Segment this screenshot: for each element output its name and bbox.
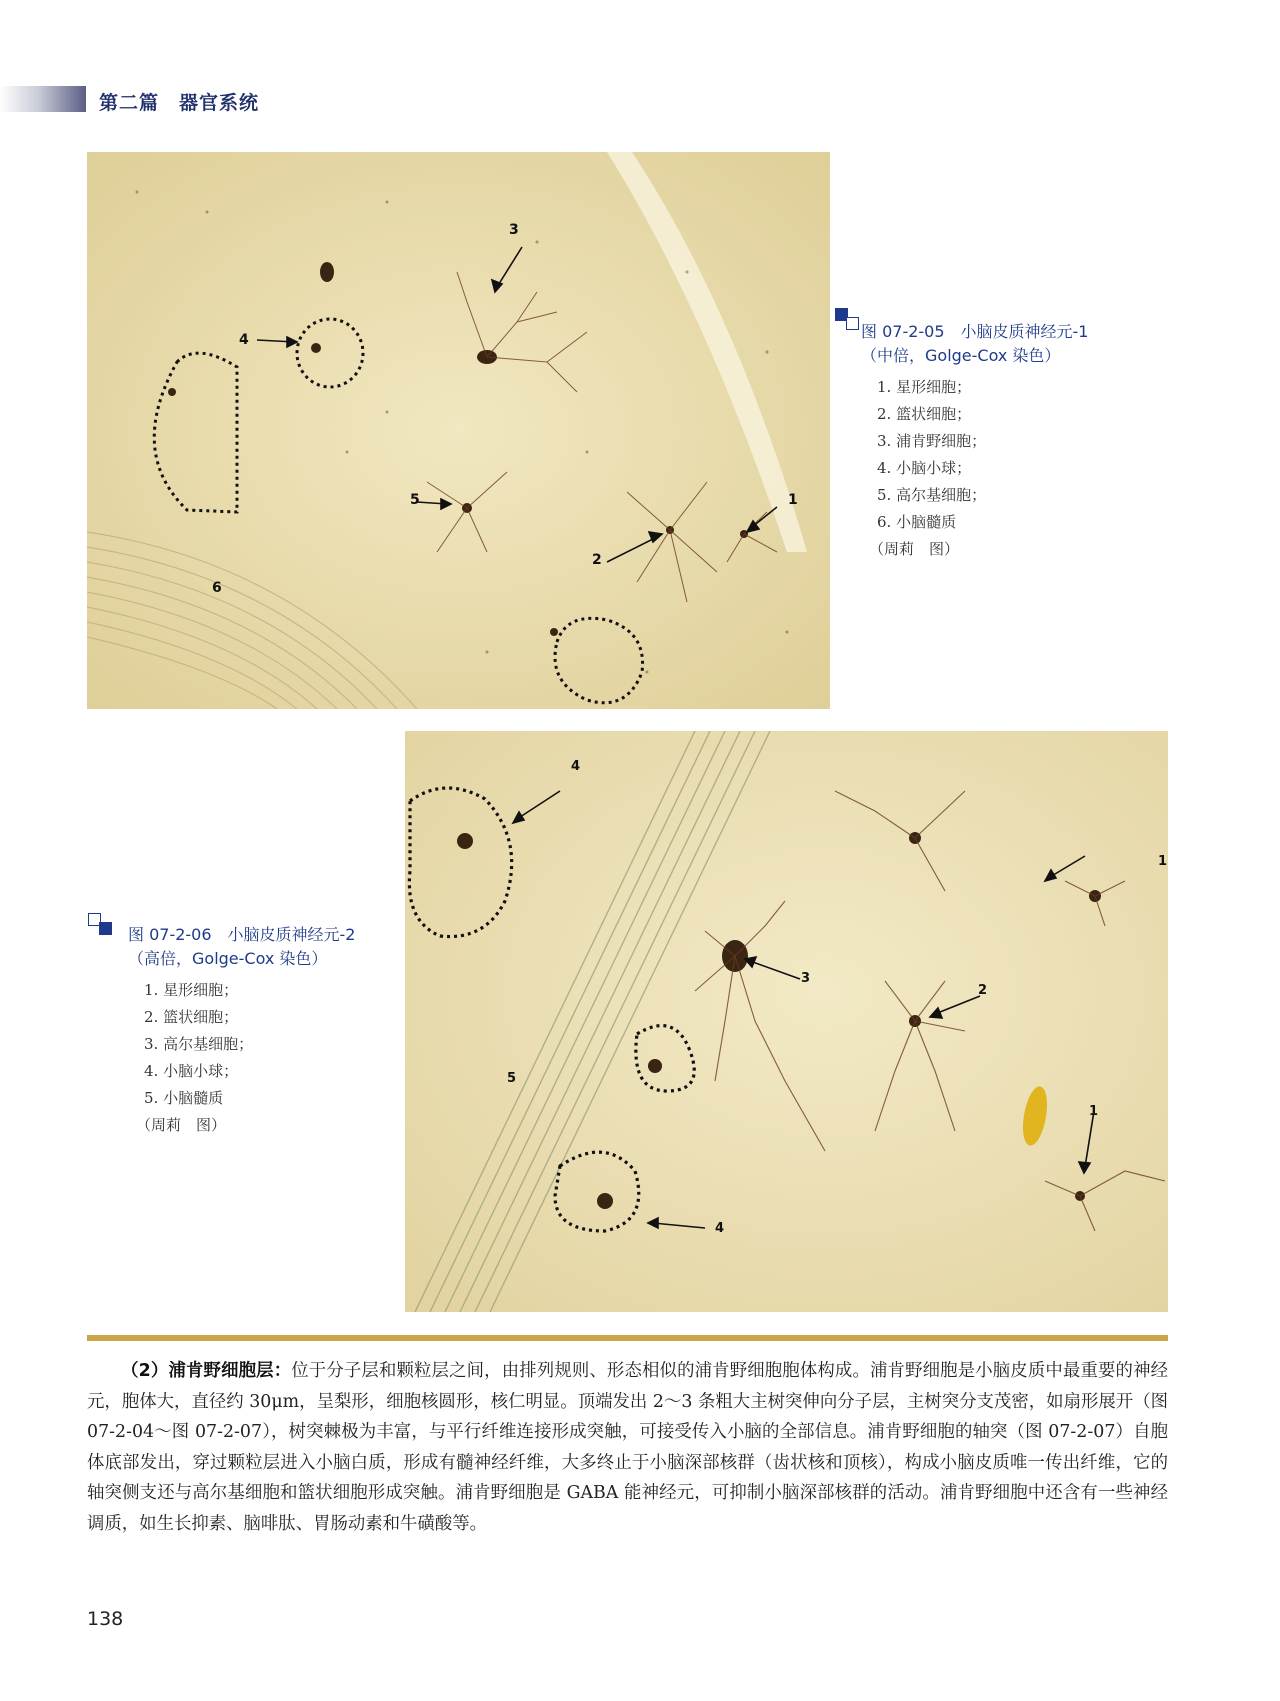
- caption-marker-icon: [835, 308, 863, 330]
- fig1-label-1: 1: [788, 492, 798, 508]
- legend-item: 1. 星形细胞；: [144, 981, 239, 999]
- fig2-label-4-bottom: 4: [715, 1221, 725, 1236]
- figure-1-credit: （周莉 图）: [869, 540, 960, 558]
- legend-item: 5. 高尔基细胞；: [877, 486, 987, 504]
- figure-1-legend: [877, 374, 1089, 536]
- header-decoration-band: [0, 86, 86, 112]
- figure-1-subtitle: （中倍，Golge-Cox 染色）: [861, 346, 1061, 365]
- fig1-label-2: 2: [592, 552, 602, 568]
- section-divider: [87, 1335, 1168, 1341]
- figure-1-title: 图 07-2-05 小脑皮质神经元-1: [861, 322, 1089, 341]
- legend-item: 3. 浦肯野细胞；: [877, 432, 987, 450]
- body-paragraph: [87, 1356, 1168, 1539]
- legend-item: 6. 小脑髓质: [877, 513, 957, 531]
- legend-item: 1. 星形细胞；: [877, 378, 972, 396]
- section-header: 第二篇 器官系统: [99, 92, 260, 114]
- fig2-label-2: 2: [978, 983, 988, 998]
- fig1-label-6: 6: [212, 580, 222, 596]
- micrograph-figure-1: [87, 152, 830, 709]
- fig2-label-4-top: 4: [571, 759, 581, 774]
- legend-item: 2. 篮状细胞；: [144, 1008, 239, 1026]
- fig2-label-5: 5: [507, 1071, 517, 1086]
- micrograph-1-drawing: [87, 152, 830, 709]
- legend-item: 4. 小脑小球；: [877, 459, 972, 477]
- figure-2-legend: [144, 977, 356, 1112]
- micrograph-figure-2: [405, 731, 1168, 1312]
- paragraph-text: 位于分子层和颗粒层之间，由排列规则、形态相似的浦肯野细胞胞体构成。浦肯野细胞是小脑皮质中最重要的神经元，胞体大，直径约 30μm，呈梨形，细胞核圆形，核仁明显。顶端发出 2～3 条粗大主树突伸向分子层，主树突分支茂密，如扇形展开（图 07-2-04～图 07-2-07），树突棘极为丰富，与平行纤维连接形成突触，可接受传入小脑的全部信息。浦肯野细胞的轴突（图 07-2-07）自胞体底部发出，穿过颗粒层进入小脑白质，形成有髓神经纤维，大多终止于小脑深部核群（齿状核和顶核），构成小脑皮质唯一传出纤维，它的轴突侧支还与高尔基细胞和篮状细胞形成突触。浦肯野细胞是 GABA 能神经元，可抑制小脑深部核群的活动。浦肯野细胞中还含有一些神经调质，如生长抑素、脑啡肽、胃肠动素和牛磺酸等。: [87, 1361, 1168, 1534]
- fig1-label-4: 4: [239, 332, 249, 348]
- caption-marker-icon: [88, 913, 116, 935]
- page-number: 138: [87, 1608, 124, 1630]
- fig1-label-5: 5: [410, 492, 420, 508]
- figure-2-title: 图 07-2-06 小脑皮质神经元-2: [128, 925, 356, 944]
- legend-item: 2. 篮状细胞；: [877, 405, 972, 423]
- legend-item: 3. 高尔基细胞；: [144, 1035, 254, 1053]
- figure-2-subtitle: （高倍，Golge-Cox 染色）: [128, 949, 328, 968]
- fig2-label-1-bottom: 1: [1089, 1104, 1099, 1119]
- figure-2-caption: [128, 923, 356, 1139]
- fig1-label-3: 3: [509, 222, 519, 238]
- paragraph-lead: （2）浦肯野细胞层：: [121, 1361, 292, 1381]
- fig2-label-1-top: 1: [1158, 854, 1168, 869]
- legend-item: 4. 小脑小球；: [144, 1062, 239, 1080]
- figure-1-caption: [861, 320, 1089, 563]
- figure-2-credit: （周莉 图）: [136, 1116, 227, 1134]
- micrograph-2-drawing: [405, 731, 1168, 1312]
- fig2-label-3: 3: [801, 971, 811, 986]
- legend-item: 5. 小脑髓质: [144, 1089, 224, 1107]
